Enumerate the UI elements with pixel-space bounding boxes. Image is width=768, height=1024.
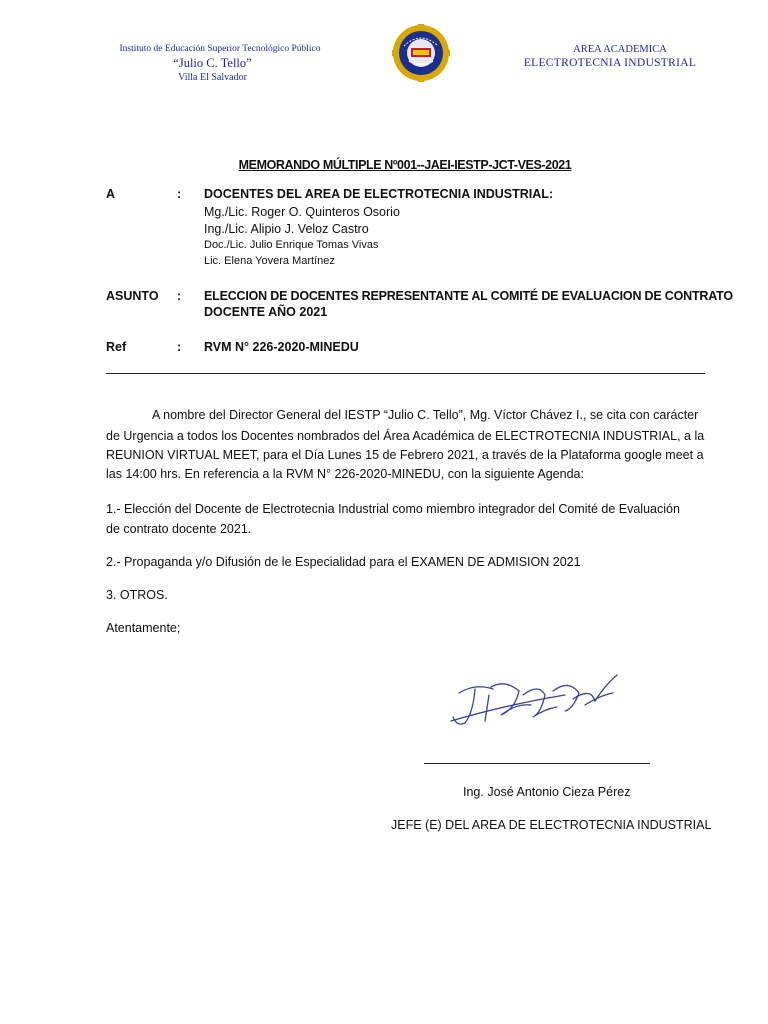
institute-location: Villa El Salvador — [178, 72, 247, 83]
signer-name: Ing. José Antonio Cieza Pérez — [463, 785, 631, 799]
agenda-item-1: 1.- Elección del Docente de Electrotecnia Industrial como miembro integrador del Comité de Evaluación — [106, 502, 680, 516]
intro-line: REUNION VIRTUAL MEET, para el Día Lunes 15 de Febrero 2021, a través de la Plataforma google meet a — [106, 448, 704, 462]
agenda-item-2: 2.- Propaganda y/o Difusión de le Especialidad para el EXAMEN DE ADMISION 2021 — [106, 555, 581, 569]
area-name: ELECTROTECNIA INDUSTRIAL — [523, 57, 697, 69]
memo-title: MEMORANDO MÚLTIPLE Nº001--JAEI-IESTP-JCT-VES-2021 — [238, 158, 572, 172]
signature-line — [424, 763, 650, 764]
recipient: Mg./Lic. Roger O. Quinteros Osorio — [204, 205, 400, 219]
subject-value-cont: DOCENTE AÑO 2021 — [204, 305, 328, 319]
ref-label: Ref — [106, 340, 127, 354]
handwritten-signature — [445, 665, 630, 745]
institution-seal-icon — [392, 24, 450, 82]
agenda-item-3: 3. OTROS. — [106, 588, 168, 602]
institute-title: “Julio C. Tello” — [173, 56, 252, 70]
to-value: DOCENTES DEL AREA DE ELECTROTECNIA INDUSTRIAL: — [204, 187, 554, 201]
institute-name: Instituto de Educación Superior Tecnológico Público — [119, 44, 321, 54]
subject-label: ASUNTO — [106, 289, 159, 303]
closing: Atentamente; — [106, 621, 181, 635]
area-label: AREA ACADEMICA — [573, 44, 667, 55]
subject-colon: : — [177, 289, 182, 303]
agenda-item-1-cont: de contrato docente 2021. — [106, 522, 252, 536]
intro-line: de Urgencia a todos los Docentes nombrados del Área Académica de ELECTROTECNIA INDUSTRIAL, a la — [106, 429, 705, 443]
ref-colon: : — [177, 340, 182, 354]
to-colon: : — [177, 187, 182, 201]
recipient: Lic. Elena Yovera Martínez — [204, 255, 335, 267]
intro-line: A nombre del Director General del IESTP “Julio C. Tello”, Mg. Víctor Chávez I., se cita con carácter — [152, 408, 699, 422]
signer-role: JEFE (E) DEL AREA DE ELECTROTECNIA INDUSTRIAL — [391, 818, 712, 832]
ref-value: RVM N° 226-2020-MINEDU — [204, 340, 359, 354]
header-divider — [106, 373, 705, 374]
intro-line: las 14:00 hrs. En referencia a la RVM N° 226-2020-MINEDU, con la siguiente Agenda: — [106, 467, 584, 481]
to-label: A — [106, 187, 116, 201]
subject-value: ELECCION DE DOCENTES REPRESENTANTE AL COMITÉ DE EVALUACION DE CONTRATO — [204, 289, 733, 303]
recipient: Doc./Lic. Julio Enrique Tomas Vivas — [204, 239, 379, 251]
recipient: Ing./Lic. Alipio J. Veloz Castro — [204, 222, 369, 236]
